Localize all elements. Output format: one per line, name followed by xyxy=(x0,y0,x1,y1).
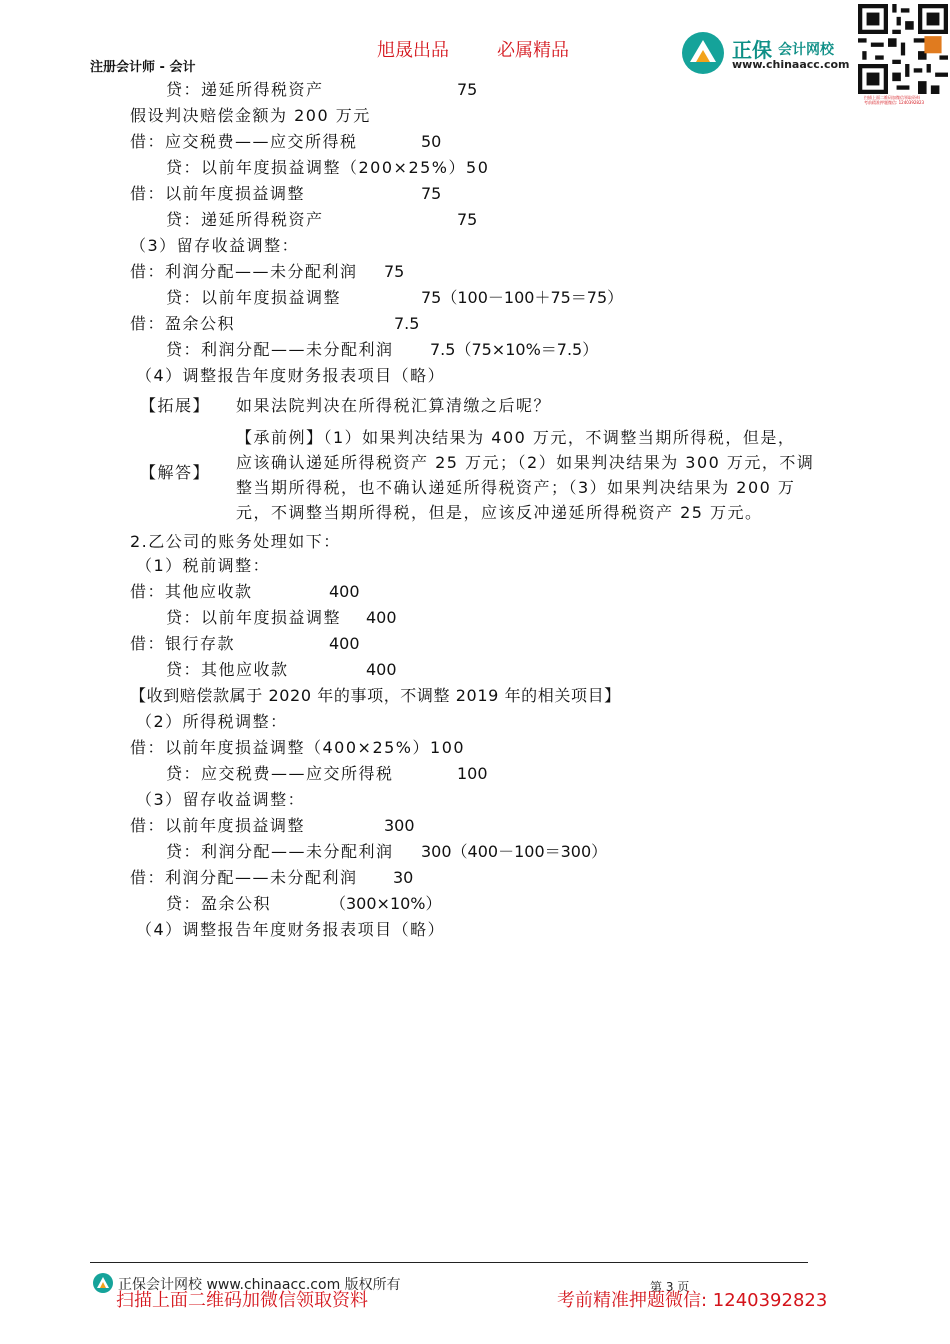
entry-amount: 50 xyxy=(421,132,442,151)
entry-amount: 75 xyxy=(457,80,478,99)
entry-amount: 400 xyxy=(366,660,397,679)
entry-amount: 100 xyxy=(457,764,488,783)
entry-line: 借：银行存款 xyxy=(130,634,236,653)
answer-line: 整当期所得税，也不确认递延所得税资产；（3）如果判决结果为 200 万 xyxy=(236,478,796,497)
entry-line: （1）税前调整： xyxy=(136,556,271,575)
entry-amount: 400 xyxy=(329,634,360,653)
entry-amount: 7.5（75×10%＝7.5） xyxy=(430,340,599,359)
footer-page-number: 第 3 页 xyxy=(650,1280,690,1294)
entry-line: 贷：以前年度损益调整（200×25%）50 xyxy=(166,158,490,177)
entry-amount: 75 xyxy=(421,184,442,203)
entry-line: 借：其他应收款 xyxy=(130,582,253,601)
header-slogan-right: 必属精品 xyxy=(497,40,569,61)
entry-line: （4）调整报告年度财务报表项目（略） xyxy=(136,366,446,385)
entry-line: 贷：递延所得税资产 xyxy=(166,80,324,99)
entry-line: 贷：应交税费——应交所得税 xyxy=(166,764,394,783)
entry-line: （2）所得税调整： xyxy=(136,712,288,731)
entry-amount: 75 xyxy=(457,210,478,229)
entry-amount: 400 xyxy=(329,582,360,601)
entry-line: （4）调整报告年度财务报表项目（略） xyxy=(136,920,446,939)
qr-code-icon xyxy=(858,4,948,94)
brand-name: 正保 xyxy=(732,38,772,62)
entry-amount: 7.5 xyxy=(394,314,420,333)
footer-logo-icon xyxy=(92,1272,114,1294)
footer-promo-right: 考前精准押题微信: 1240392823 xyxy=(557,1290,828,1311)
footer-divider xyxy=(90,1262,808,1263)
entry-amount: 75（100－100＋75＝75） xyxy=(421,288,624,307)
entry-line: 贷：以前年度损益调整 xyxy=(166,608,342,627)
brand-sub: 会计网校 xyxy=(778,42,834,58)
brand-url: www.chinaacc.com xyxy=(732,58,850,71)
entry-amount: （300×10%） xyxy=(330,894,442,913)
answer-line: 元，不调整当期所得税，但是，应该反冲递延所得税资产 25 万元。 xyxy=(236,503,763,522)
entry-line: 借：盈余公积 xyxy=(130,314,236,333)
entry-note: 【收到赔偿款属于 2020 年的事项，不调整 2019 年的相关项目】 xyxy=(130,686,621,705)
entry-line: 贷：以前年度损益调整 xyxy=(166,288,342,307)
qr-caption-2: 考前精准押题微信: 1240392823 xyxy=(864,100,925,105)
entry-line: 借：以前年度损益调整（400×25%）100 xyxy=(130,738,466,757)
entry-line: （3）留存收益调整： xyxy=(136,790,306,809)
entry-line: 贷：利润分配——未分配利润 xyxy=(166,340,394,359)
header-slogan-left: 旭晟出品 xyxy=(377,40,449,61)
section-heading: 2.乙公司的账务处理如下： xyxy=(130,532,341,551)
qr-caption-1: 扫描上面二维码加微信领取资料 xyxy=(864,95,920,100)
extension-question: 如果法院判决在所得税汇算清缴之后呢？ xyxy=(236,396,552,415)
entry-line: 借：利润分配——未分配利润 xyxy=(130,868,358,887)
entry-amount: 75 xyxy=(384,262,405,281)
entry-amount: 300（400－100＝300） xyxy=(421,842,608,861)
entry-line: 借：以前年度损益调整 xyxy=(130,816,306,835)
answer-line: 【承前例】（1）如果判决结果为 400 万元，不调整当期所得税，但是， xyxy=(236,428,796,447)
entry-line: 贷：其他应收款 xyxy=(166,660,289,679)
entry-line: 假设判决赔偿金额为 200 万元 xyxy=(130,106,371,125)
entry-amount: 30 xyxy=(393,868,414,887)
entry-line: （3）留存收益调整： xyxy=(130,236,300,255)
answer-tag: 【解答】 xyxy=(140,463,211,482)
doc-subtitle: 注册会计师 - 会计 xyxy=(90,60,196,75)
entry-line: 贷：递延所得税资产 xyxy=(166,210,324,229)
entry-line: 贷：利润分配——未分配利润 xyxy=(166,842,394,861)
brand-logo xyxy=(680,30,855,78)
answer-line: 应该确认递延所得税资产 25 万元；（2）如果判决结果为 300 万元，不调 xyxy=(236,453,815,472)
entry-line: 借：利润分配——未分配利润 xyxy=(130,262,358,281)
extension-tag: 【拓展】 xyxy=(140,396,211,415)
footer-promo-left: 扫描上面二维码加微信领取资料 xyxy=(116,1290,368,1311)
footer-copyright: 正保会计网校 www.chinaacc.com 版权所有 xyxy=(118,1277,401,1293)
entry-line: 借：以前年度损益调整 xyxy=(130,184,306,203)
entry-amount: 400 xyxy=(366,608,397,627)
entry-line: 贷：盈余公积 xyxy=(166,894,272,913)
entry-line: 借：应交税费——应交所得税 xyxy=(130,132,358,151)
entry-amount: 300 xyxy=(384,816,415,835)
brand-logo-icon xyxy=(680,30,726,76)
